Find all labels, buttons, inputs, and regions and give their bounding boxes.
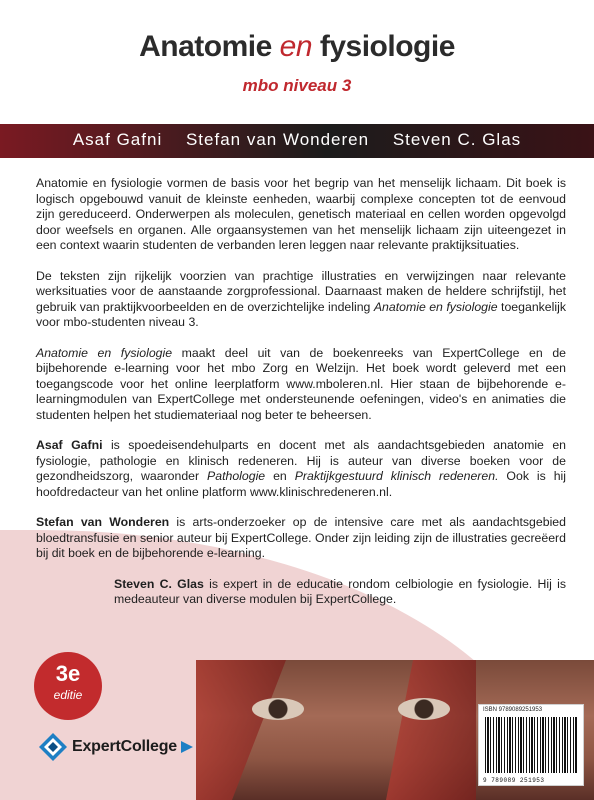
logo-arrow-icon	[179, 739, 195, 755]
title-word-2: en	[279, 30, 313, 63]
publisher-logo	[38, 730, 195, 764]
author-list	[0, 130, 594, 150]
barcode-digits: 9 789089 251953	[483, 777, 545, 784]
book-title-italic: Anatomie en fysiologie	[373, 299, 498, 314]
paragraph-author-van-wonderen	[36, 515, 566, 562]
text-run: toegankelijk voor mbo-studenten niveau 3.	[36, 299, 566, 329]
book-title-italic: Praktijkgestuurd klinisch redeneren.	[294, 469, 499, 483]
author-name: Steven C. Glas	[392, 130, 522, 149]
paragraph-intro: Anatomie en fysiologie vormen de basis voor het begrip van het menselijk lichaam. Dit boek is logisch opgebouwd vanuit de kleinste eenheden, waarbij complexe concepten tot de eenvoud zijn gereduceerd. Onderwerpen als moleculen, genetisch materiaal en cellen worden opgevolgd door weefsels en organen. Alle orgaansystemen van het menselijk lichaam zijn uiteengezet in een context waarin studenten de verbanden leren leggen naar relevante praktijksituaties.	[36, 176, 566, 252]
book-title-italic: Anatomie en fysiologie	[36, 345, 173, 360]
text-run: is arts-onderzoeker op de intensive care met als aandachtsgebied bloedtransfusie en senior auteur bij ExpertCollege. Onder zijn leiding zijn de illustraties gecreëerd bij dit boek en de bijbehorende e-learning.	[36, 515, 566, 560]
text-run: De teksten zijn rijkelijk voorzien van prachtige illustraties en verwijzingen naar relevante werksituaties voor de aanstaande zorgprofessional. Daarnaast maken de heldere schrijfstijl, het gebruik van praktijkvoorbeelden en de overzichtelijke indeling	[36, 268, 566, 314]
edition-label: editie	[53, 688, 83, 702]
paragraph-series	[36, 346, 566, 424]
author-name: Asaf Gafni	[72, 130, 163, 149]
paragraph-illustrations	[36, 269, 566, 331]
book-subtitle: mbo niveau 3	[242, 76, 352, 95]
isbn-label: ISBN 978908925195​3	[483, 707, 543, 713]
eye-illustration	[252, 698, 304, 720]
expertcollege-logo-icon	[38, 732, 68, 762]
book-title	[0, 30, 594, 64]
blurb	[36, 176, 566, 623]
muscle-layer	[196, 660, 286, 800]
book-title-italic: Pathologie	[207, 469, 266, 483]
text-run: is expert in de educatie rondom celbiologie en fysiologie. Hij is medeauteur van diverse modulen bij ExpertCollege.	[114, 576, 566, 606]
text-run: is spoedeisendehulparts en docent met als aandachtsgebieden anatomie en fysiologie, pathologie en klinisch redeneren. Hij is auteur van diverse boeken voor de gezondheidszorg, waaronder	[36, 438, 567, 483]
paragraph-author-gafni	[36, 438, 566, 500]
edition-number: 3e	[55, 661, 81, 686]
edition-badge	[34, 652, 102, 720]
author-bold: Stefan van Wonderen	[36, 515, 170, 529]
author-bold: Asaf Gafni	[36, 438, 103, 452]
author-name: Stefan van Wonderen	[185, 130, 370, 149]
author-bold: Steven C. Glas	[114, 576, 204, 591]
barcode	[478, 704, 584, 786]
title-word-3: fysiologie	[319, 30, 455, 63]
paragraph-author-glas	[114, 577, 566, 608]
text-run: en	[265, 469, 295, 483]
eye-illustration	[398, 698, 450, 720]
muscle-layer	[386, 660, 476, 800]
text-run: Ook is hij hoofdredacteur van het online platform www.klinischredeneren.nl.	[36, 469, 566, 499]
title-block	[0, 30, 594, 64]
text-run: maakt deel uit van de boekenreeks van ExpertCollege en de bijbehorende e-learning voor het mbo Zorg en Welzijn. Het boek wordt geleverd met een toegangscode voor het online leerplatform www.mboleren.nl. Hier staan de bijbehorende e-learningmodulen van ExpertCollege met ondersteunende oefeningen, video's en animaties die studenten helpen het studiemateriaal nog beter te beheersen.	[36, 345, 566, 422]
barcode-bars	[485, 717, 577, 773]
publisher-name: ExpertCollege	[72, 738, 177, 755]
title-word-1: Anatomie	[139, 30, 272, 63]
